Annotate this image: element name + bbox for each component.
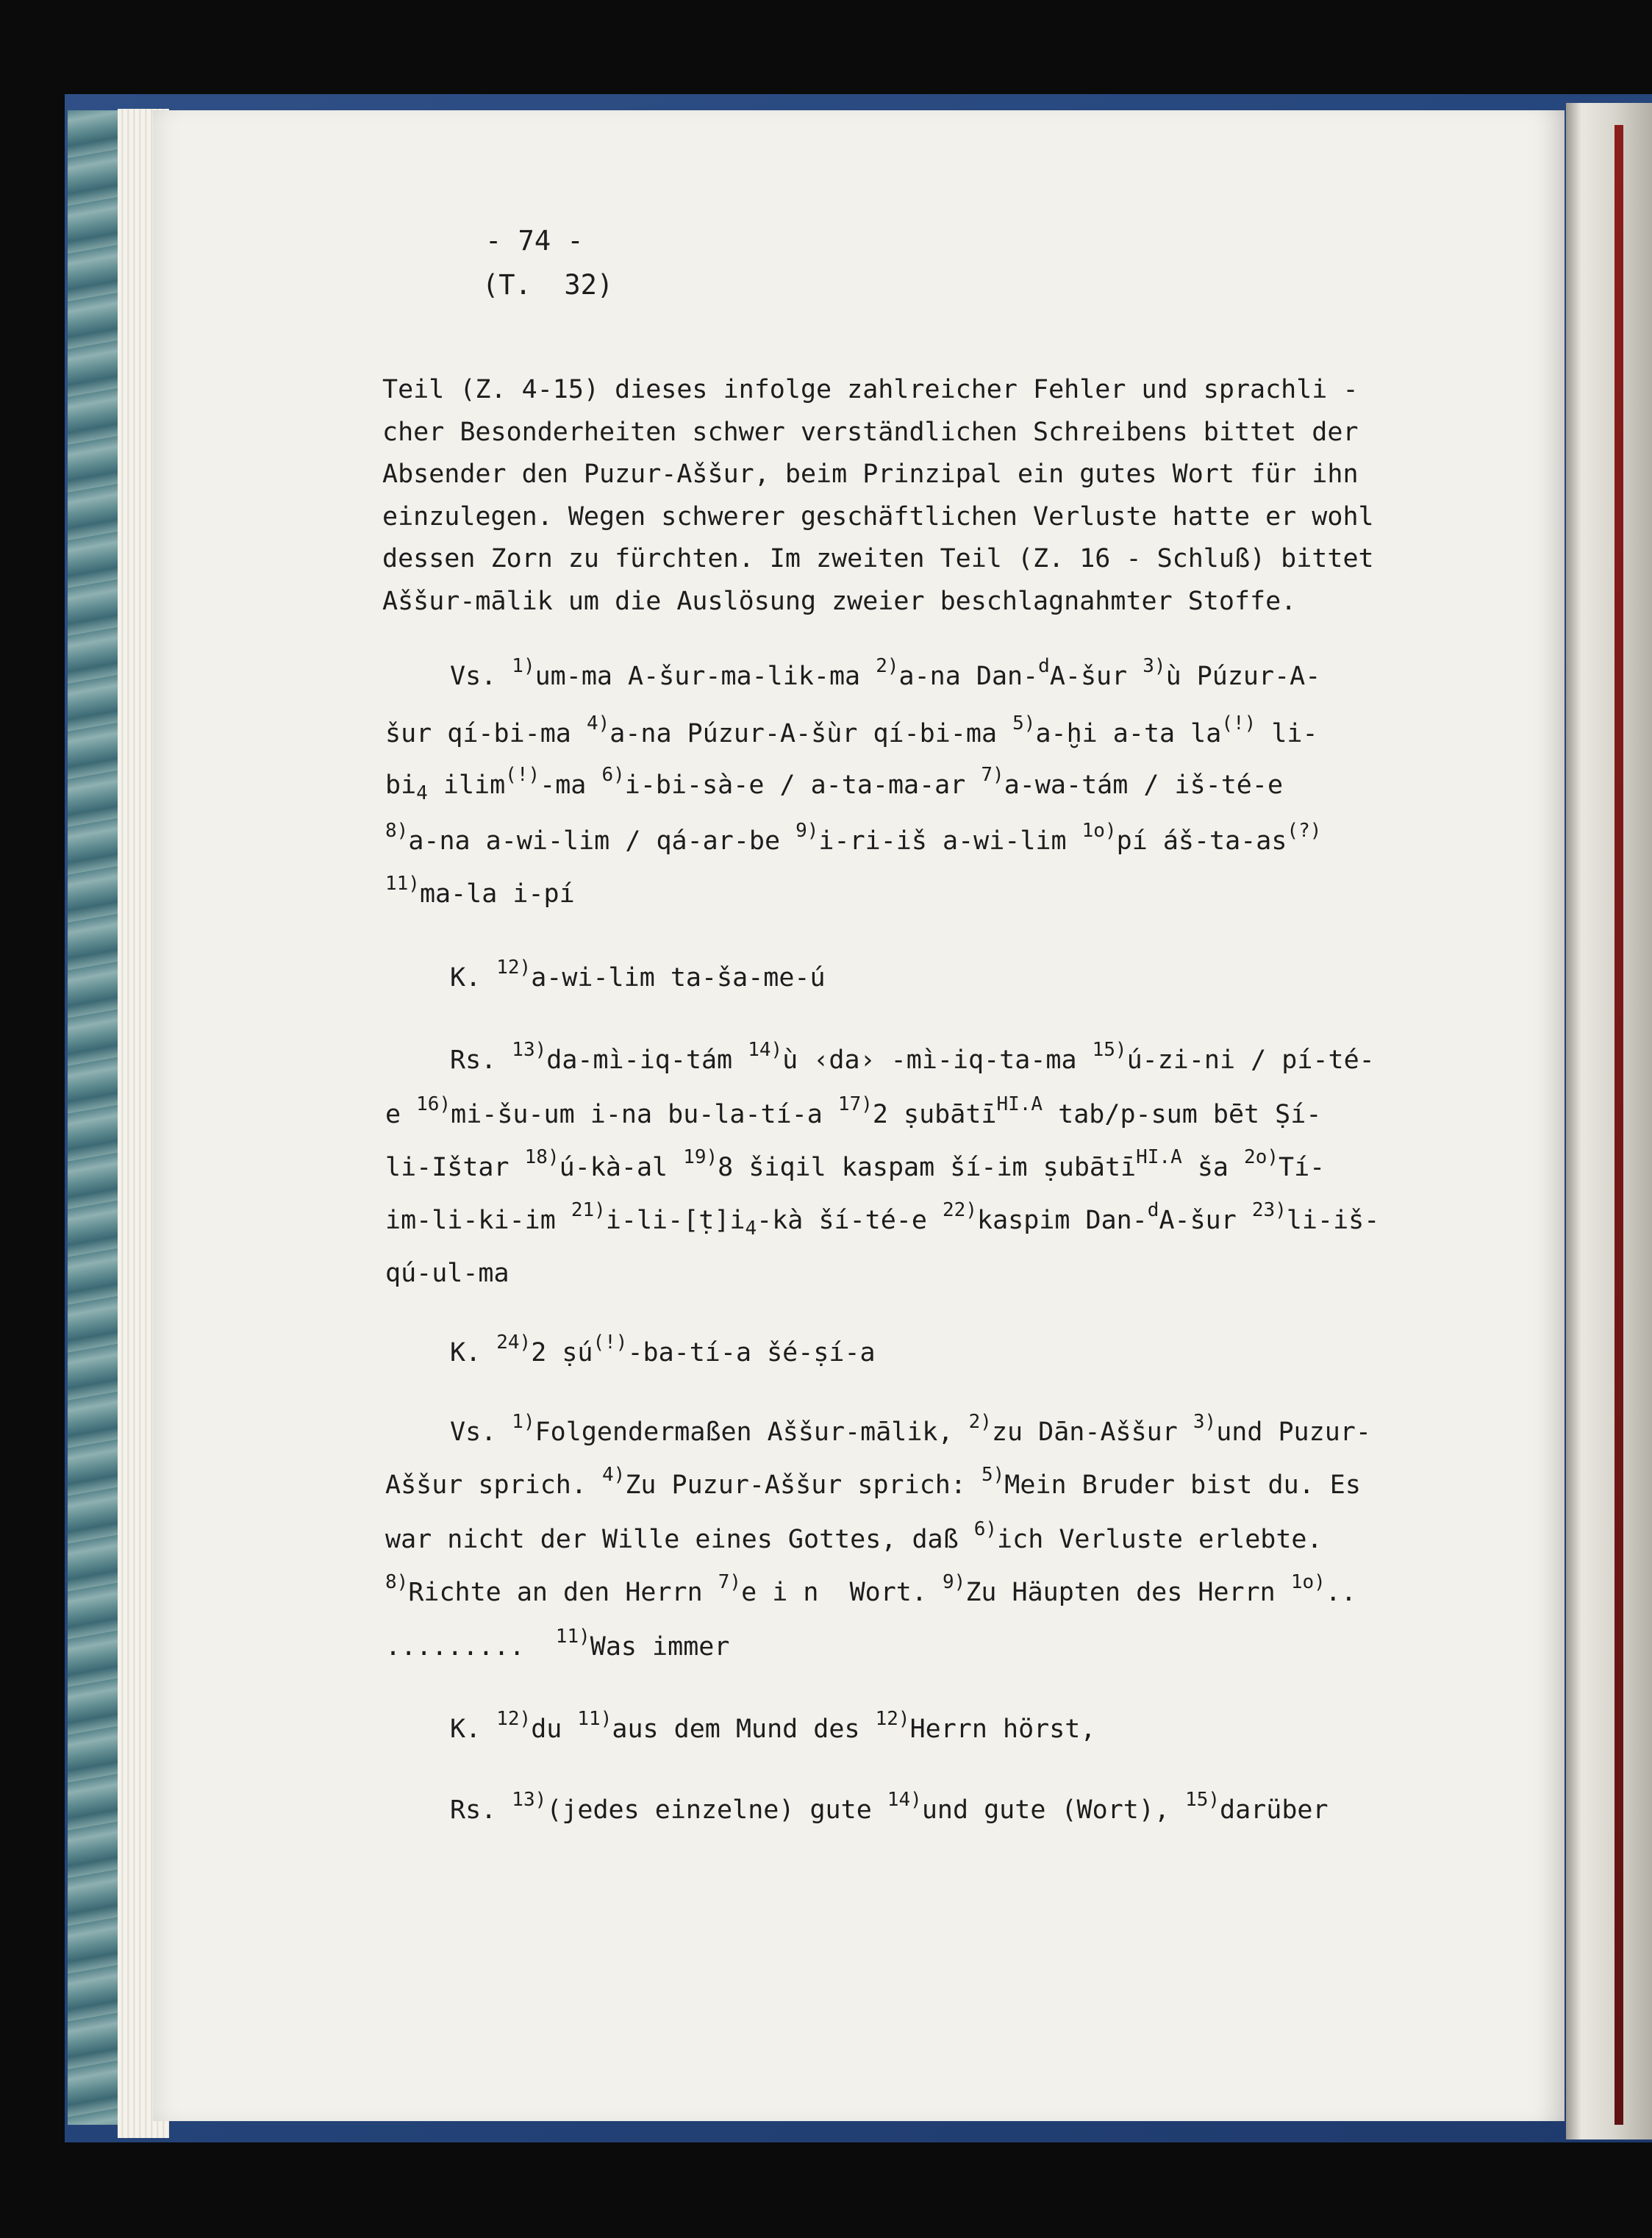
intro-line: einzulegen. Wegen schwerer geschäftlichen Verluste hatte er wohl xyxy=(382,501,1374,532)
translit-line-obverse-2: šur qí-bi-ma $^{4)}$a-na Púzur-A-šùr qí-bi-ma $^{5)}$a-ḫi a-ta la(!) li- xyxy=(385,712,1318,748)
text-reference: (T. 32) xyxy=(482,269,614,301)
translit-edge-2: K. $^{24)}$2 ṣú(!)-ba-tí-a šé-ṣí-a xyxy=(450,1331,876,1368)
translit-line-obverse-3: $bi_4$ ilim(!)-ma $^{6)}$i-bi-sà-e / a-ta-ma-ar $^{7)}$a-wa-tám / iš-té-e xyxy=(385,764,1284,804)
intro-line: cher Besonderheiten schwer verständlichen Schreibens bittet der xyxy=(382,417,1359,447)
translit-line-reverse-1: Rs. $^{13)}$da-mì-iq-tám $^{14)}$ù ‹da› -mì-iq-ta-ma $^{15)}$ú-zi-ni / pí-té- xyxy=(450,1039,1375,1075)
translation-edge-line: K. $^{12)}$du $^{11)}$aus dem Mund des $^{12)}$Herrn hörst, xyxy=(450,1708,1096,1744)
page-number: - 74 - xyxy=(485,225,584,257)
page-edges-right xyxy=(1566,103,1652,2139)
translit-edge-1: K. $^{12)}$a-wi-lim ta-ša-me-ú xyxy=(450,957,826,993)
translation-line-1: Vs. $^{1)}$Folgendermaßen Aššur-mālik, $^{2)}$zu Dān-Aššur $^{3)}$und Puzur- xyxy=(450,1411,1371,1447)
intro-line: Absender den Puzur-Aššur, beim Prinzipal ein gutes Wort für ihn xyxy=(382,460,1359,489)
red-bookmark-edge xyxy=(1615,125,1623,2125)
intro-paragraph xyxy=(382,369,1374,623)
translation-reverse-line: Rs. $^{13)}$(jedes einzelne) gute $^{14)}$und gute (Wort), $^{15)}$darüber xyxy=(450,1789,1329,1825)
intro-line: Teil (Z. 4-15) dieses infolge zahlreicher Fehler und sprachli - xyxy=(382,375,1359,404)
translit-line-reverse-4: im-li-ki-im $^{21)}i-li-[ṭ]i_4-kà$ ší-té-e $^{22)}$kaspim Dan-$^d$A-šur $^{23)}$li-iš- xyxy=(385,1199,1380,1240)
translit-line-obverse-5: $^{11)}$ma-la i-pí xyxy=(385,873,575,909)
translit-line-reverse-5: qú-ul-ma xyxy=(385,1259,509,1288)
intro-line: dessen Zorn zu fürchten. Im zweiten Teil (Z. 16 - Schluß) bittet xyxy=(382,544,1374,573)
translation-line-2: Aššur sprich. $^{4)}$Zu Puzur-Aššur sprich: $^{5)}$Mein Bruder bist du. Es xyxy=(385,1464,1361,1500)
translit-line-obverse-1: Vs. $^{1)}$um-ma A-šur-ma-lik-ma $^{2)}$a-na Dan-$^d$A-šur $^{3)}$ù Púzur-A- xyxy=(450,655,1321,691)
translation-line-4: $^{8)}$Richte an den Herrn $^{7)}$e i n Wort. $^{9)}$Zu Häupten des Herrn $^{1o)}$.. xyxy=(385,1571,1356,1607)
translation-line-5: ......... $^{11)}$Was immer xyxy=(385,1626,730,1662)
translit-line-reverse-2: e $^{16)}$mi-šu-um i-na bu-la-tí-a $^{17)}$2 ṣubātī$^{HI.A}$ tab/p-sum bēt Ṣí- xyxy=(385,1093,1322,1129)
intro-line: Aššur-mālik um die Auslösung zweier beschlagnahmter Stoffe. xyxy=(382,586,1297,616)
translit-line-obverse-4: $^{8)}$a-na a-wi-lim / qá-ar-be $^{9)}$i-ri-iš a-wi-lim $^{1o)}$pí áš-ta-as(?) xyxy=(385,820,1322,856)
translit-line-reverse-3: li-Ištar $^{18)}$ú-kà-al $^{19)}$8 šiqil kaspam ší-im ṣubātī$^{HI.A}$ ša $^{2o)}$Tí- xyxy=(385,1146,1326,1182)
translation-line-3: war nicht der Wille eines Gottes, daß $^{6)}$ich Verluste erlebte. xyxy=(385,1518,1323,1554)
